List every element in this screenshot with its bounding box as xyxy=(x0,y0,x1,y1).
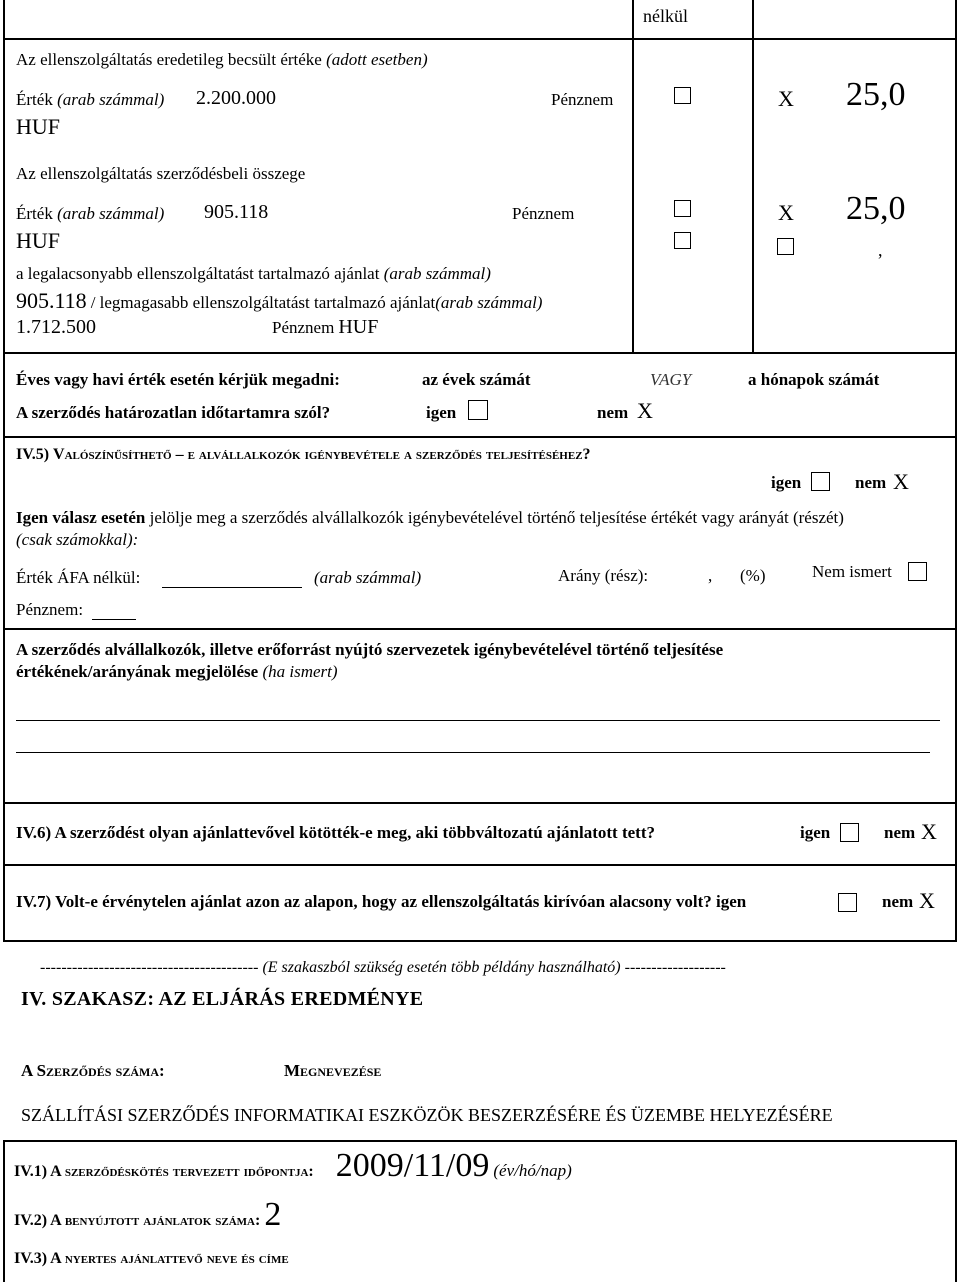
iv6-no-mark: X xyxy=(921,819,937,844)
section-separator xyxy=(40,959,726,977)
iv7-number: IV.7) xyxy=(16,892,52,911)
range-vat-excluded-checkbox[interactable] xyxy=(674,232,691,249)
range-currency xyxy=(272,316,378,339)
contract-value-label xyxy=(16,204,164,224)
contract-name-label: Megnevezése xyxy=(284,1061,382,1080)
subcontract-unknown-label: Nem ismert xyxy=(812,562,892,581)
iv5-no-label: nem xyxy=(855,473,887,492)
subcontract-currency-label: Pénznem: xyxy=(16,600,84,619)
estimated-value-heading-text: Az ellenszolgáltatás eredetileg becsült értéke xyxy=(16,50,322,69)
iv6-yes-checkbox[interactable] xyxy=(840,823,859,842)
range-currency-value: HUF xyxy=(338,316,379,338)
estimated-value-label xyxy=(16,90,164,110)
duration-or-label: VAGY xyxy=(650,370,692,389)
iv5-question: Valószínűsíthető – e alvállalkozók igénybevétele a szerződés teljesítéséhez? xyxy=(53,446,591,463)
resources-heading-line2 xyxy=(16,662,338,682)
value-label-text: Érték xyxy=(16,90,53,109)
subcontract-ratio-comma: , xyxy=(708,566,713,585)
indefinite-yes-label: igen xyxy=(426,403,457,422)
highest-offer-label-note: (arab számmal) xyxy=(435,293,543,312)
iv6-number: IV.6) xyxy=(16,823,52,842)
iv1-row xyxy=(14,1147,572,1185)
table-border-right xyxy=(955,0,957,942)
resources-answer-line-2[interactable] xyxy=(16,752,930,753)
iv3-label: IV.3) A nyertes ajánlattevő neve és címe xyxy=(14,1250,289,1267)
iv6-yes-label: igen xyxy=(800,823,831,842)
values-rule xyxy=(3,352,957,354)
highest-offer-value: 1.712.500 xyxy=(16,316,96,338)
subcontract-value-field[interactable] xyxy=(162,587,302,588)
contract-value-heading: Az ellenszolgáltatás szerződésbeli összege xyxy=(16,164,306,183)
iv5-no-mark: X xyxy=(893,469,909,494)
range-currency-label: Pénznem xyxy=(272,318,335,337)
subcontract-currency-field[interactable] xyxy=(92,619,136,620)
contract-vat-rate: 25,0 xyxy=(846,190,906,227)
iv6-text: A szerződést olyan ajánlattevővel kötötték-e meg, aki többváltozatú ajánlatott tett? xyxy=(54,823,655,842)
subcontract-value-note: (arab számmal) xyxy=(314,568,422,587)
iv5-yes-label: igen xyxy=(771,473,802,492)
iv1-label: IV.1) A szerződéskötés tervezett időpontja: xyxy=(14,1163,314,1180)
iv1-date-format: (év/hó/nap) xyxy=(493,1161,572,1180)
indefinite-no-label: nem xyxy=(597,403,629,422)
contract-currency-value: HUF xyxy=(16,228,61,253)
subcontract-value-label: Érték ÁFA nélkül: xyxy=(16,568,141,587)
estimated-value-amount: 2.200.000 xyxy=(196,87,276,109)
iv6-rule xyxy=(3,802,957,804)
iv7-yes-checkbox[interactable] xyxy=(838,893,857,912)
iv7-no-label: nem xyxy=(882,892,914,911)
duration-months-label: a hónapok számát xyxy=(748,370,880,389)
lower-table-left xyxy=(3,1140,5,1282)
indefinite-duration-question: A szerződés határozatlan időtartamra szól? xyxy=(16,403,331,422)
contract-currency-label: Pénznem xyxy=(512,204,575,223)
range-vat-rate-comma: , xyxy=(878,240,883,260)
estimated-vat-rate: 25,0 xyxy=(846,76,906,113)
estimated-currency-value: HUF xyxy=(16,114,61,139)
resources-heading-note: (ha ismert) xyxy=(262,662,338,681)
section-title: IV. SZAKASZ: AZ ELJÁRÁS EREDMÉNYE xyxy=(21,988,424,1010)
contract-name: SZÁLLÍTÁSI SZERZŐDÉS INFORMATIKAI ESZKÖZÖK BESZERZÉSÉRE ÉS ÜZEMBE HELYEZÉSÉRE xyxy=(21,1105,833,1125)
contract-vat-included-mark: X xyxy=(778,200,794,225)
resources-rule xyxy=(3,628,957,630)
lower-table-top xyxy=(3,1140,957,1142)
estimated-vat-excluded-checkbox[interactable] xyxy=(674,87,691,104)
duration-years-label: az évek számát xyxy=(422,370,531,389)
resources-heading-line1: A szerződés alvállalkozók, illetve erőforrást nyújtó szervezetek igénybevételével történő teljesítése xyxy=(16,640,724,659)
iv7-rule xyxy=(3,864,957,866)
lowest-offer-value: 905.118 xyxy=(16,288,87,313)
column-divider-2 xyxy=(752,0,754,352)
iv7-question xyxy=(16,892,746,912)
lowest-offer-label-note: (arab számmal) xyxy=(383,264,491,283)
subcontract-ratio-label: Arány (rész): xyxy=(558,566,649,585)
lowest-offer-label-text: a legalacsonyabb ellenszolgáltatást tartalmazó ajánlat xyxy=(16,264,380,283)
iv7-no-mark: X xyxy=(919,888,935,913)
highest-offer-row xyxy=(16,288,542,314)
contract-vat-excluded-checkbox[interactable] xyxy=(674,200,691,217)
indefinite-yes-checkbox[interactable] xyxy=(468,400,488,420)
iv5-yes-checkbox[interactable] xyxy=(811,472,830,491)
estimated-value-heading-note: (adott esetben) xyxy=(326,50,428,69)
iv5-instruction xyxy=(16,508,844,528)
separator-dashes-right: ------------------- xyxy=(624,959,726,976)
estimated-value-heading xyxy=(16,50,428,70)
currency-header-cell: nélkül xyxy=(643,6,688,26)
contract-value-label-note: (arab számmal) xyxy=(57,204,165,223)
separator-note: (E szakaszból szükség esetén több példány használható) xyxy=(262,959,621,976)
iv5-instruction-note: (csak számokkal): xyxy=(16,530,139,549)
estimated-currency-label: Pénznem xyxy=(551,90,614,109)
iv6-question xyxy=(16,823,655,843)
duration-question: Éves vagy havi érték esetén kérjük megadni: xyxy=(16,370,340,389)
lowest-offer-label xyxy=(16,264,491,284)
contract-number-label: A Szerződés száma: xyxy=(21,1061,165,1080)
resources-answer-line-1[interactable] xyxy=(16,720,940,721)
estimated-vat-included-mark: X xyxy=(778,86,794,111)
table-border-bottom xyxy=(3,940,957,942)
separator-dashes-left: ----------------------------------------- xyxy=(40,959,259,976)
subcontract-unknown-checkbox[interactable] xyxy=(908,562,927,581)
resources-heading-text: értékének/arányának megjelölése xyxy=(16,662,259,681)
iv2-row xyxy=(14,1196,281,1234)
iv5-instruction-lead: Igen válasz esetén xyxy=(16,508,146,527)
iv5-number: IV.5) xyxy=(16,446,50,463)
subcontract-ratio-unit: (%) xyxy=(740,566,766,585)
iv5-heading xyxy=(16,446,591,464)
indefinite-no-mark: X xyxy=(637,398,653,423)
header-rule xyxy=(3,38,957,40)
iv2-count: 2 xyxy=(264,1196,282,1233)
iv5-instruction-text: jelölje meg a szerződés alvállalkozók igénybevételével történő teljesítése értékét vagy arányát (részét) xyxy=(149,508,844,527)
highest-offer-label-text: / legmagasabb ellenszolgáltatást tartalmazó ajánlat xyxy=(90,293,436,312)
contract-value-label-text: Érték xyxy=(16,204,53,223)
iv2-label: IV.2) A benyújtott ajánlatok száma: xyxy=(14,1212,261,1229)
iv5-rule xyxy=(3,436,957,438)
table-border-left xyxy=(3,0,5,942)
lower-table-right xyxy=(955,1140,957,1282)
iv6-no-label: nem xyxy=(884,823,916,842)
contract-value-amount: 905.118 xyxy=(204,201,269,223)
range-vat-included-checkbox[interactable] xyxy=(777,238,794,255)
iv7-yes-label: igen xyxy=(716,892,747,911)
column-divider-1 xyxy=(632,0,634,352)
iv1-date: 2009/11/09 xyxy=(335,1147,490,1184)
iv7-text: Volt-e érvénytelen ajánlat azon az alapon, hogy az ellenszolgáltatás kirívóan alacsony volt? xyxy=(55,892,712,911)
value-label-note: (arab számmal) xyxy=(57,90,165,109)
